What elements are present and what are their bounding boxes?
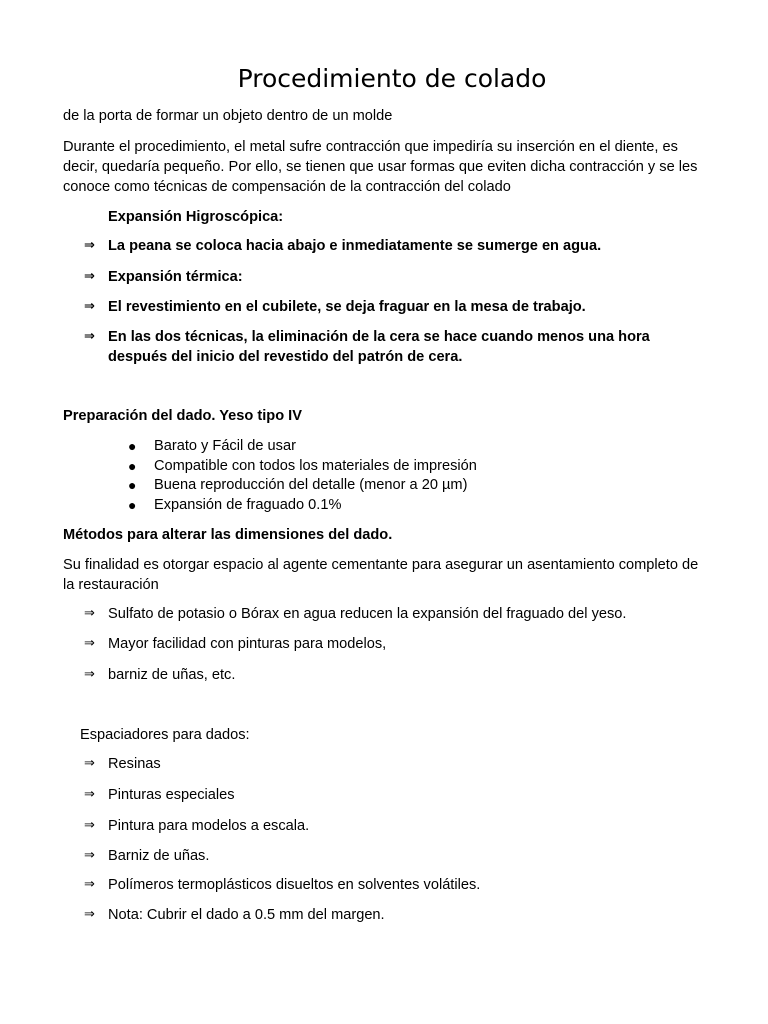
list-item-text: Expansión de fraguado 0.1% — [154, 497, 342, 514]
expansion-item — [84, 267, 684, 287]
spacers-item — [84, 875, 684, 895]
bullet-icon: ● — [128, 457, 137, 474]
expansion-item-text: El revestimiento en el cubilete, se deja fraguar en la mesa de trabajo. — [108, 299, 586, 315]
spacers-item-text: Barniz de uñas. — [108, 848, 210, 864]
methods-paragraph: Su finalidad es otorgar espacio al agente cementante para asegurar un asentamiento completo de la restauración — [63, 557, 699, 593]
intro-text: de la porta de formar un objeto dentro de un molde — [63, 108, 393, 124]
arrow-icon: ⇒ — [84, 606, 95, 621]
expansion-item — [84, 327, 679, 367]
bullet-icon: ● — [128, 438, 137, 454]
arrow-icon: ⇒ — [84, 667, 95, 682]
methods-item — [84, 665, 684, 685]
expansion-heading: Expansión Higroscópica: — [108, 209, 284, 225]
bullet-icon: ● — [128, 477, 137, 494]
methods-item — [84, 634, 684, 654]
list-item-text: Barato y Fácil de usar — [154, 438, 296, 454]
arrow-icon: ⇒ — [84, 877, 95, 892]
bullet-icon: ● — [128, 497, 137, 514]
spacers-item — [84, 754, 684, 774]
preparation-bullet-list — [128, 436, 477, 515]
expansion-item-text: Expansión térmica: — [108, 269, 243, 285]
methods-item — [84, 604, 684, 624]
arrow-icon: ⇒ — [84, 756, 95, 771]
spacers-item — [84, 905, 684, 925]
expansion-item-text: En las dos técnicas, la eliminación de la cera se hace cuando menos una hora después del inicio del revestido del patrón de cera. — [108, 329, 650, 365]
expansion-item-text: La peana se coloca hacia abajo e inmediatamente se sumerge en agua. — [108, 238, 602, 254]
arrow-icon: ⇒ — [84, 848, 95, 863]
spacers-item-text: Pinturas especiales — [108, 787, 235, 803]
expansion-item — [84, 236, 684, 256]
list-item-text: Compatible con todos los materiales de impresión — [154, 457, 477, 474]
spacers-item-text: Nota: Cubrir el dado a 0.5 mm del margen. — [108, 907, 385, 923]
list-item — [128, 475, 477, 495]
preparation-heading: Preparación del dado. Yeso tipo IV — [63, 408, 302, 424]
list-item — [128, 495, 477, 515]
spacers-heading: Espaciadores para dados: — [80, 727, 250, 743]
spacers-item — [84, 846, 684, 866]
paragraph-contraction: Durante el procedimiento, el metal sufre contracción que impediría su inserción en el diente, es decir, quedaría pequeño. Por ello, se tienen que usar formas que eviten dicha contracción y se les conoce como técnicas de compensación de la contracción del colado — [63, 139, 698, 195]
list-item-text: Buena reproducción del detalle (menor a 20 µm) — [154, 477, 468, 494]
arrow-icon: ⇒ — [84, 329, 95, 344]
expansion-item — [84, 297, 684, 317]
methods-item-text: barniz de uñas, etc. — [108, 667, 236, 683]
spacers-item-text: Pintura para modelos a escala. — [108, 818, 310, 834]
list-item — [128, 436, 477, 456]
arrow-icon: ⇒ — [84, 787, 95, 802]
arrow-icon: ⇒ — [84, 299, 95, 314]
arrow-icon: ⇒ — [84, 636, 95, 651]
arrow-icon: ⇒ — [84, 238, 95, 253]
arrow-icon: ⇒ — [84, 907, 95, 922]
methods-item-text: Sulfato de potasio o Bórax en agua reducen la expansión del fraguado del yeso. — [108, 606, 627, 622]
spacers-item-text: Polímeros termoplásticos disueltos en solventes volátiles. — [108, 877, 481, 893]
spacers-item — [84, 785, 684, 805]
list-item — [128, 456, 477, 476]
arrow-icon: ⇒ — [84, 269, 95, 284]
methods-item-text: Mayor facilidad con pinturas para modelos, — [108, 636, 387, 652]
arrow-icon: ⇒ — [84, 818, 95, 833]
page-title: Procedimiento de colado — [237, 64, 547, 93]
methods-heading: Métodos para alterar las dimensiones del dado. — [63, 527, 393, 543]
spacers-item-text: Resinas — [108, 756, 161, 772]
spacers-item — [84, 816, 684, 836]
